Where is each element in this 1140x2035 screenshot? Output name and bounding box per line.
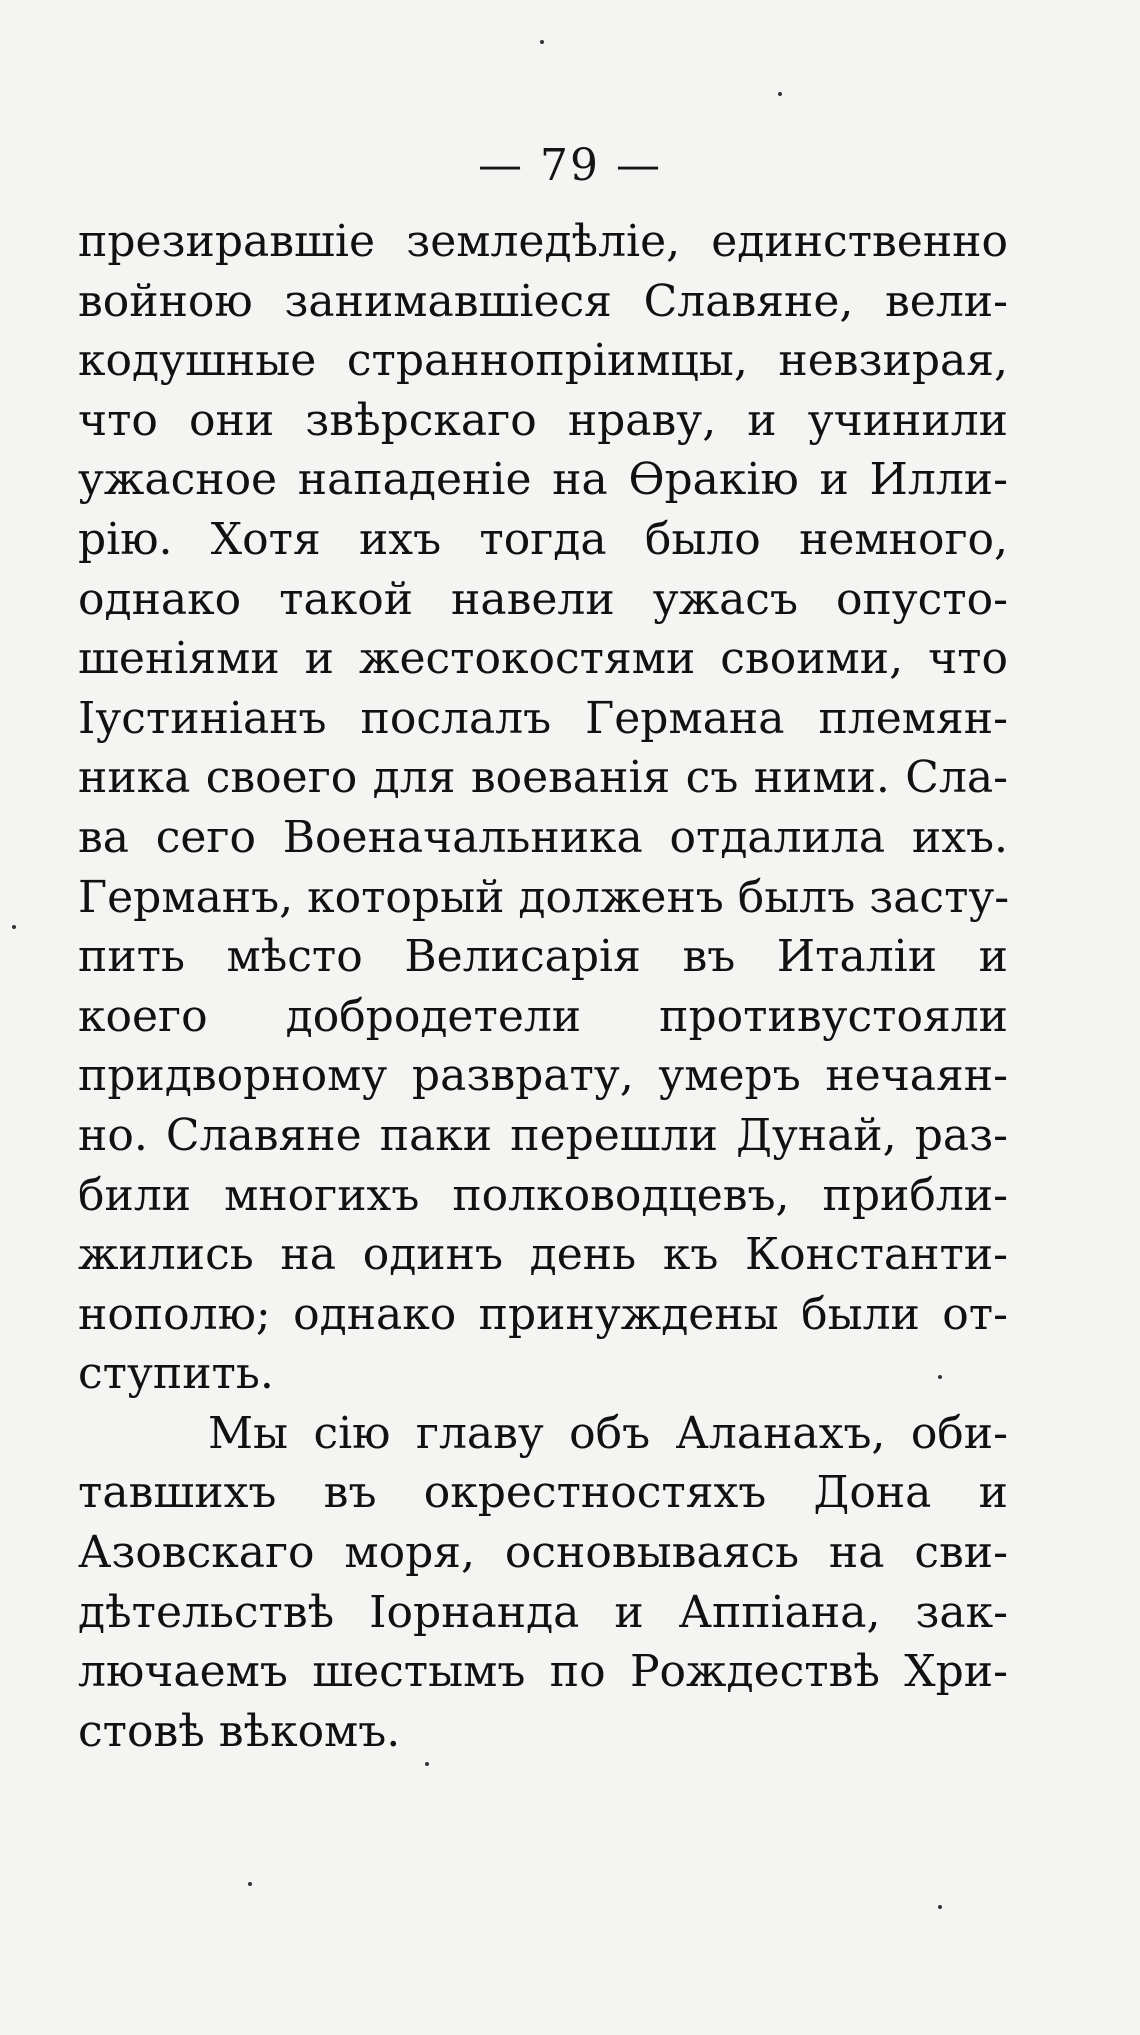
- scan-speck: [938, 1905, 942, 1909]
- text-line: Германъ, который долженъ былъ засту-: [78, 871, 1010, 923]
- body-text: [78, 212, 1008, 1761]
- text-line: рію. Хотя ихъ тогда было немного,: [78, 513, 1008, 565]
- text-line: били многихъ полководцевъ, прибли-: [78, 1169, 1008, 1221]
- paragraph-1: [78, 212, 1008, 1404]
- text-line: коего добродетели противустояли: [78, 990, 1008, 1042]
- text-line: ва сего Военачальника отдалила ихъ.: [78, 811, 1008, 863]
- text-line: нополю; однако принуждены были от-: [78, 1288, 1008, 1340]
- scan-speck: [425, 1762, 429, 1766]
- text-line: ступить.: [78, 1348, 274, 1400]
- text-line: войною занимавшіеся Славяне, вели-: [78, 275, 1008, 327]
- scan-speck: [778, 92, 782, 96]
- paragraph-2: [78, 1404, 1008, 1762]
- page-number: — 79 —: [478, 140, 662, 191]
- text-line: презиравшіе земледѣліе, единственно: [78, 216, 1008, 267]
- text-line: кодушные страннопріимцы, невзирая,: [78, 335, 1008, 387]
- text-line: Мы сію главу объ Аланахъ, оби-: [208, 1407, 1008, 1459]
- text-line: пить мѣсто Велисарія въ Италіи и: [78, 931, 1008, 983]
- text-line: шеніями и жестокостями своими, что: [78, 633, 1008, 685]
- text-line: однако такой навели ужасъ опусто-: [78, 573, 1008, 625]
- text-line: стовѣ вѣкомъ.: [78, 1705, 401, 1757]
- scan-speck: [938, 1375, 942, 1379]
- text-line: что они звѣрскаго нраву, и учинили: [78, 394, 1008, 446]
- text-line: ника своего для воеванія съ ними. Сла-: [78, 752, 1008, 804]
- text-line: дѣтельствѣ Іорнанда и Аппіана, зак-: [78, 1586, 1008, 1638]
- scan-speck: [540, 40, 544, 44]
- text-line: лючаемъ шестымъ по Рождествѣ Хри-: [78, 1646, 1008, 1698]
- text-line: ужасное нападеніе на Ѳракію и Илли-: [78, 454, 1008, 506]
- text-line: Азовскаго моря, основываясь на сви-: [78, 1527, 1008, 1579]
- text-line: придворному разврату, умеръ нечаян-: [78, 1050, 1008, 1102]
- scan-speck: [12, 925, 16, 929]
- text-line: но. Славяне паки перешли Дунай, раз-: [78, 1109, 1008, 1161]
- scan-speck: [248, 1882, 252, 1886]
- text-line: тавшихъ въ окрестностяхъ Дона и: [78, 1467, 1008, 1519]
- text-line: Іустиніанъ послалъ Германа племян-: [78, 692, 1008, 744]
- text-line: жились на одинъ день къ Константи-: [78, 1229, 1008, 1281]
